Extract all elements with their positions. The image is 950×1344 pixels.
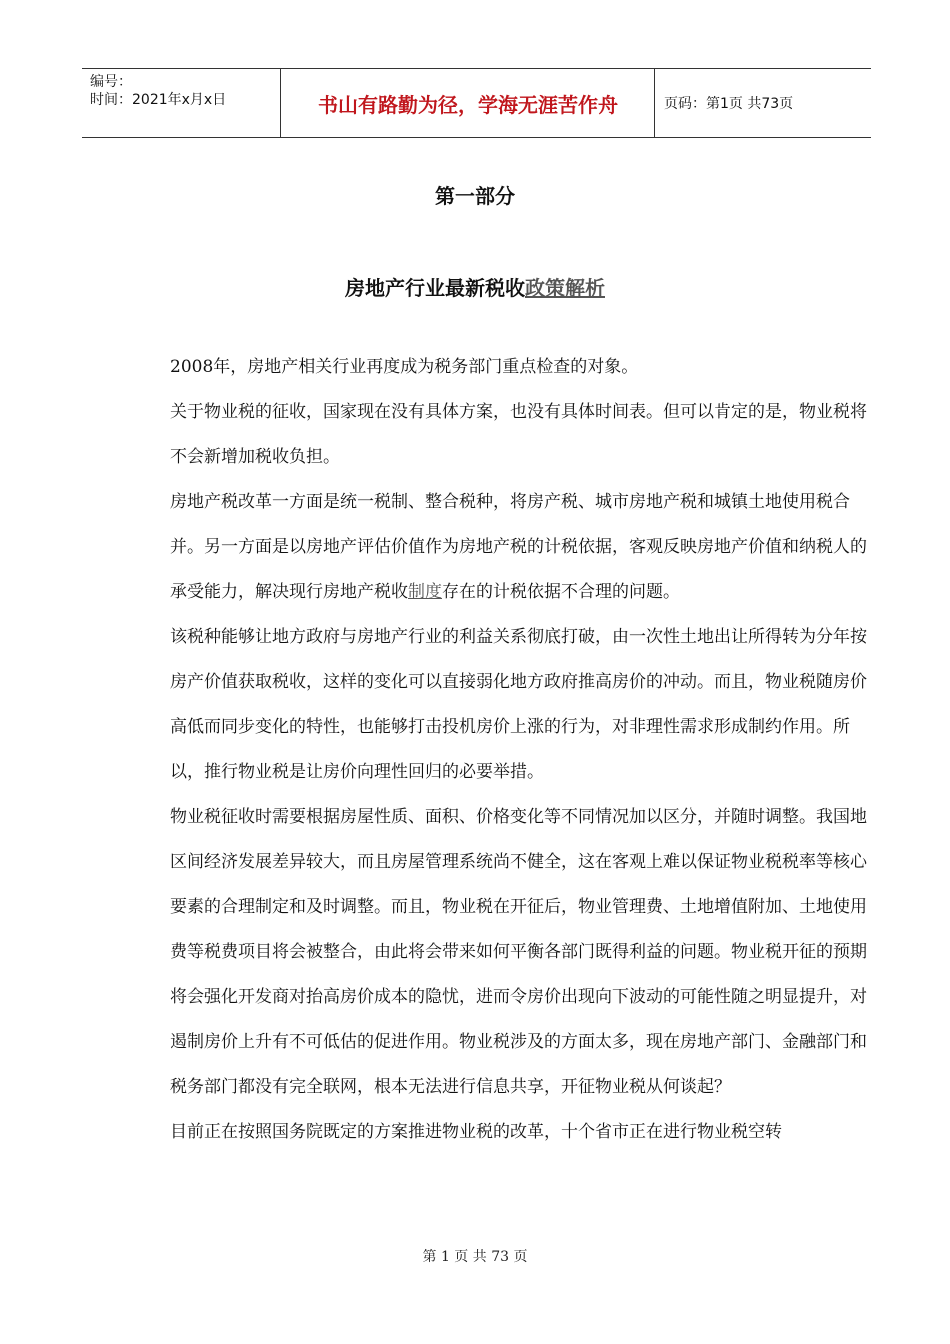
header-page-info: 页码：第1页 共73页	[664, 96, 794, 112]
number-label: 编号：	[90, 74, 132, 90]
paragraph-3-text-end: 存在的计税依据不合理的问题。	[442, 582, 680, 602]
paragraph-6: 目前正在按照国务院既定的方案推进物业税的改革，十个省市正在进行物业税空转	[170, 1122, 782, 1142]
document-title	[0, 272, 950, 301]
paragraph-2: 关于物业税的征收，国家现在没有具体方案，也没有具体时间表。但可以肯定的是，物业税将不会新增加税收负担。	[170, 402, 867, 467]
paragraph-1: 2008年，房地产相关行业再度成为税务部门重点检查的对象。	[170, 357, 639, 377]
document-title-main: 房地产行业最新税收	[345, 276, 525, 300]
paragraph-3-text: 房地产税改革一方面是统一税制、整合税种，将房产税、城市房地产税和城镇土地使用税合并。另一方面是以房地产评估价值作为房地产税的计税依据，客观反映房地产价值和纳税人的承受能力，解决现行房地产税收	[170, 492, 867, 602]
date-label: 时间：2021年x月x日	[90, 92, 227, 108]
document-body	[170, 345, 870, 1155]
paragraph-4: 该税种能够让地方政府与房地产行业的利益关系彻底打破，由一次性土地出让所得转为分年按房产价值获取税收，这样的变化可以直接弱化地方政府推高房价的冲动。而且，物业税随房价高低而同步变化的特性，也能够打击投机房价上涨的行为，对非理性需求形成制约作用。所以，推行物业税是让房价向理性回归的必要举措。	[170, 627, 867, 782]
header-divider	[280, 69, 281, 137]
document-title-link[interactable]: 政策解析	[525, 276, 605, 300]
paragraph-3	[170, 480, 870, 615]
header-meta	[90, 73, 280, 109]
header-motto: 书山有路勤为径，学海无涯苦作舟	[318, 92, 618, 117]
page-header	[82, 68, 871, 138]
section-title: 第一部分	[435, 184, 515, 208]
header-divider	[654, 69, 655, 137]
paragraph-5: 物业税征收时需要根据房屋性质、面积、价格变化等不同情况加以区分，并随时调整。我国地区间经济发展差异较大，而且房屋管理系统尚不健全，这在客观上难以保证物业税税率等核心要素的合理制定和及时调整。而且，物业税在开征后，物业管理费、土地增值附加、土地使用费等税费项目将会被整合，由此将会带来如何平衡各部门既得利益的问题。物业税开征的预期将会强化开发商对抬高房价成本的隐忧，进而令房价出现向下波动的可能性随之明显提升，对遏制房价上升有不可低估的促进作用。物业税涉及的方面太多，现在房地产部门、金融部门和税务部门都没有完全联网，根本无法进行信息共享，开征物业税从何谈起？	[170, 807, 867, 1097]
page-footer: 第 1 页 共 73 页	[422, 1249, 528, 1265]
system-link[interactable]: 制度	[408, 582, 442, 602]
